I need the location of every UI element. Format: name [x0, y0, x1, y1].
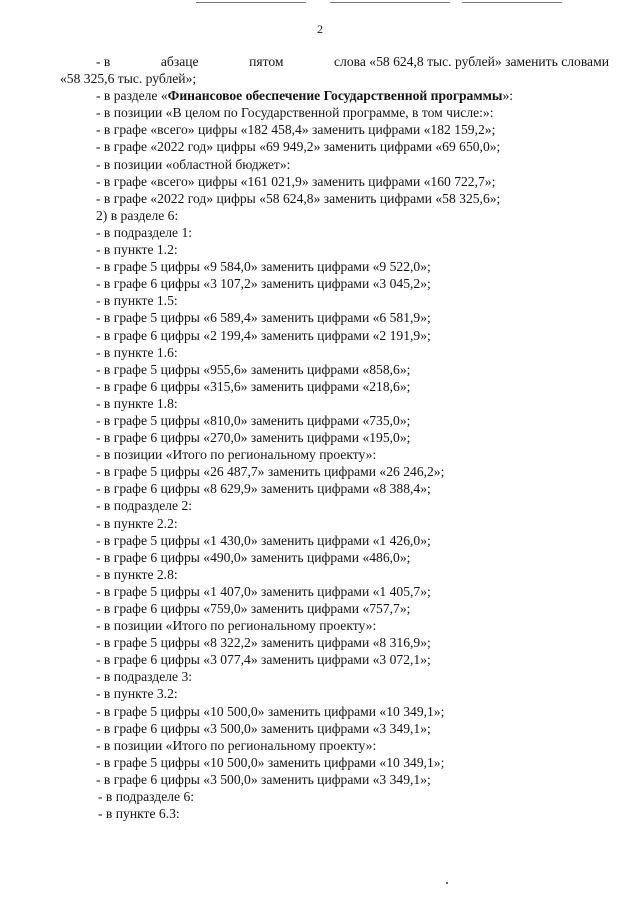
line-text: - в разделе « [96, 88, 168, 104]
scan-speck [446, 882, 448, 884]
document-line: - в графе 6 цифры «759,0» заменить цифрами «757,7»; [96, 601, 411, 616]
document-line: - в подразделе 6: [98, 789, 195, 805]
document-line: - в позиции «Итого по региональному проекту»: [96, 737, 377, 753]
document-line: - в подразделе 3: [96, 669, 193, 685]
document-line: - в графе 6 цифры «3 107,2» заменить цифрами «3 045,2»; [96, 276, 431, 292]
document-line: - в пункте 6.3: [98, 806, 180, 822]
document-line: - в графе 5 цифры «8 322,2» заменить цифрами «8 316,9»; [96, 635, 431, 651]
document-line: - в позиции «В целом по Государственной программе, в том числе:»: [96, 105, 494, 121]
document-line [60, 53, 610, 70]
document-line: - в графе 5 цифры «1 430,0» заменить цифрами «1 426,0»; [96, 532, 431, 548]
document-line: - в графе 6 цифры «8 629,9» заменить цифрами «8 388,4»; [96, 481, 431, 497]
document-line: - в графе 5 цифры «10 500,0» заменить цифрами «10 349,1»; [96, 703, 445, 719]
scan-top-edge [196, 2, 306, 3]
document-line: - в пункте 2.2: [96, 515, 178, 531]
line-word: - в [96, 54, 111, 69]
document-body [60, 53, 610, 822]
document-line: - в графе 6 цифры «3 500,0» заменить цифрами «3 349,1»; [96, 771, 431, 787]
document-line: - в графе 6 цифры «2 199,4» заменить цифрами «2 191,9»; [96, 327, 431, 343]
document-line: - в графе «2022 год» цифры «69 949,2» заменить цифрами «69 650,0»; [96, 139, 501, 155]
document-line: - в пункте 1.5: [96, 293, 178, 309]
page-number: 2 [317, 22, 323, 36]
document-line [60, 87, 610, 104]
document-line: - в позиции «Итого по региональному проекту»: [96, 618, 377, 634]
document-line: 2) в разделе 6: [96, 207, 179, 223]
document-line: - в графе 6 цифры «3 500,0» заменить цифрами «3 349,1»; [96, 720, 431, 736]
document-line: - в пункте 3.2: [96, 686, 178, 702]
document-line: - в пункте 1.6: [96, 344, 178, 360]
line-word: слова «58 624,8 тыс. рублей» заменить словами [334, 54, 609, 69]
document-line: - в графе «всего» цифры «161 021,9» заменить цифрами «160 722,7»; [96, 173, 496, 189]
document-line: - в графе 5 цифры «1 407,0» заменить цифрами «1 405,7»; [96, 583, 431, 599]
scan-top-edge [462, 2, 562, 3]
document-line: - в пункте 1.2: [96, 242, 178, 258]
document-line: - в графе 6 цифры «270,0» заменить цифрами «195,0»; [96, 430, 411, 446]
document-line: - в графе 5 цифры «955,6» заменить цифрами «858,6»; [96, 361, 411, 377]
scan-top-edge [330, 2, 450, 3]
document-line: - в графе 6 цифры «315,6» заменить цифрами «218,6»; [96, 378, 411, 394]
document-line: - в графе 5 цифры «810,0» заменить цифрами «735,0»; [96, 412, 411, 428]
line-text: »: [502, 88, 514, 104]
document-line: - в графе 5 цифры «9 584,0» заменить цифрами «9 522,0»; [96, 259, 431, 275]
document-line: - в позиции «Итого по региональному проекту»: [96, 447, 377, 463]
section-title: Финансовое обеспечение Государственной программы [167, 88, 503, 104]
document-line: - в подразделе 1: [96, 224, 193, 240]
document-line: - в графе «всего» цифры «182 458,4» заменить цифрами «182 159,2»; [96, 122, 496, 138]
document-line: - в графе 5 цифры «26 487,7» заменить цифрами «26 246,2»; [96, 464, 445, 480]
document-line: - в графе «2022 год» цифры «58 624,8» заменить цифрами «58 325,6»; [96, 190, 501, 206]
document-line: - в подразделе 2: [96, 498, 193, 514]
document-line: - в пункте 2.8: [96, 566, 178, 582]
document-line: - в пункте 1.8: [96, 395, 178, 411]
document-line: - в графе 6 цифры «3 077,4» заменить цифрами «3 072,1»; [96, 652, 431, 668]
document-line: - в позиции «областной бюджет»: [96, 156, 291, 172]
document-line: «58 325,6 тыс. рублей»; [60, 71, 197, 87]
document-line: - в графе 6 цифры «490,0» заменить цифрами «486,0»; [96, 549, 411, 565]
document-line: - в графе 5 цифры «10 500,0» заменить цифрами «10 349,1»; [96, 754, 445, 770]
line-word: абзаце [160, 54, 199, 69]
line-word: пятом [249, 54, 284, 69]
document-line: - в графе 5 цифры «6 589,4» заменить цифрами «6 581,9»; [96, 310, 431, 326]
